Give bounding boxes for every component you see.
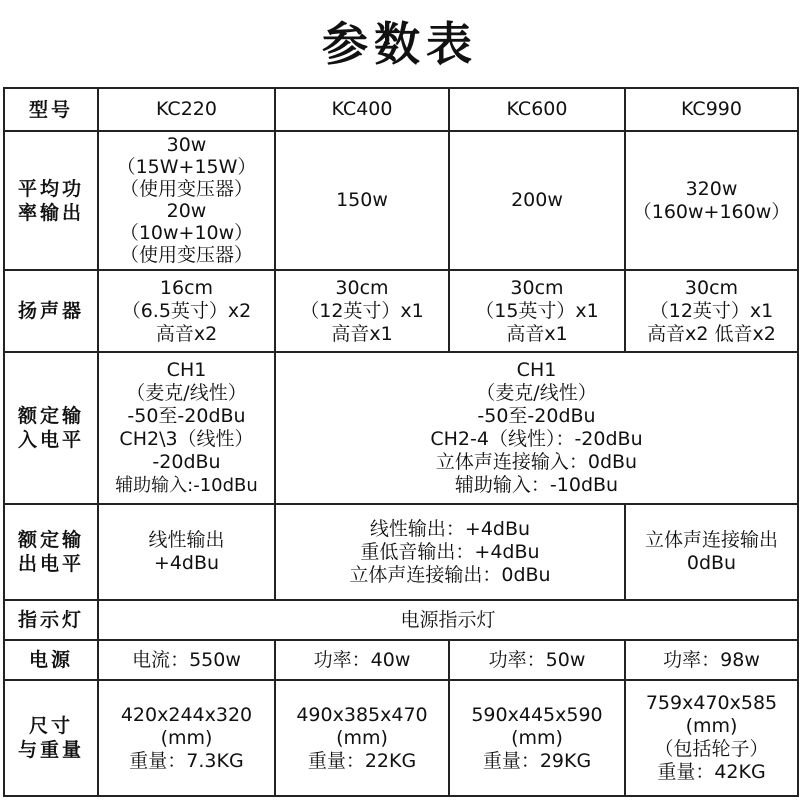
page-title: 参数表	[322, 17, 478, 71]
model-kc600: KC600	[449, 88, 625, 131]
row-size-weight	[4, 680, 798, 796]
output-level-kc990: 立体声连接输出 0dBu	[625, 504, 798, 600]
input-level-kc400-990: CH1 （麦克/线性） -50至-20dBu CH2-4（线性）：-20dBu 立体声连接输入：0dBu 辅助输入：-10dBu	[275, 352, 798, 504]
row-output-level	[4, 504, 798, 600]
header-indicator: 指示灯	[4, 600, 98, 640]
row-indicator	[4, 600, 798, 640]
header-input-level: 额定输 入电平	[4, 352, 98, 504]
size-weight-kc400: 490x385x470 (mm) 重量：22KG	[275, 680, 449, 796]
speaker-kc600: 30cm （15英寸）x1 高音x1	[449, 270, 625, 352]
size-weight-kc600: 590x445x590 (mm) 重量：29KG	[449, 680, 625, 796]
input-level-kc220: CH1 （麦克/线性） -50至-20dBu CH2\3（线性） -20dBu 辅助输入:-10dBu	[98, 352, 275, 504]
power-kc220: 30w （15W+15W） （使用变压器） 20w （10w+10w） （使用变压器）	[98, 131, 275, 270]
row-input-level	[4, 352, 798, 504]
model-kc990: KC990	[625, 88, 798, 131]
size-weight-kc220: 420x244x320 (mm) 重量：7.3KG	[98, 680, 275, 796]
output-level-kc220: 线性输出 +4dBu	[98, 504, 275, 600]
power-supply-kc600: 功率：50w	[449, 640, 625, 680]
power-kc400: 150w	[275, 131, 449, 270]
row-model	[4, 88, 798, 131]
model-kc220: KC220	[98, 88, 275, 131]
speaker-kc990: 30cm （12英寸）x1 高音x2 低音x2	[625, 270, 798, 352]
indicator-value: 电源指示灯	[98, 600, 798, 640]
output-level-kc400-600: 线性输出：+4dBu 重低音输出：+4dBu 立体声连接输出：0dBu	[275, 504, 625, 600]
header-power-supply: 电源	[4, 640, 98, 680]
model-kc400: KC400	[275, 88, 449, 131]
header-model: 型号	[4, 88, 98, 131]
row-power	[4, 131, 798, 270]
row-power-supply	[4, 640, 798, 680]
header-speaker: 扬声器	[4, 270, 98, 352]
power-kc600: 200w	[449, 131, 625, 270]
power-supply-kc990: 功率：98w	[625, 640, 798, 680]
header-power: 平均功 率输出	[4, 131, 98, 270]
header-output-level: 额定输 出电平	[4, 504, 98, 600]
power-kc990: 320w （160w+160w）	[625, 131, 798, 270]
spec-table	[3, 87, 799, 797]
speaker-kc400: 30cm （12英寸）x1 高音x1	[275, 270, 449, 352]
row-speaker	[4, 270, 798, 352]
size-weight-kc990: 759x470x585 (mm) （包括轮子） 重量：42KG	[625, 680, 798, 796]
header-size-weight: 尺寸 与重量	[4, 680, 98, 796]
power-supply-kc220: 电流：550w	[98, 640, 275, 680]
speaker-kc220: 16cm （6.5英寸）x2 高音x2	[98, 270, 275, 352]
power-supply-kc400: 功率：40w	[275, 640, 449, 680]
